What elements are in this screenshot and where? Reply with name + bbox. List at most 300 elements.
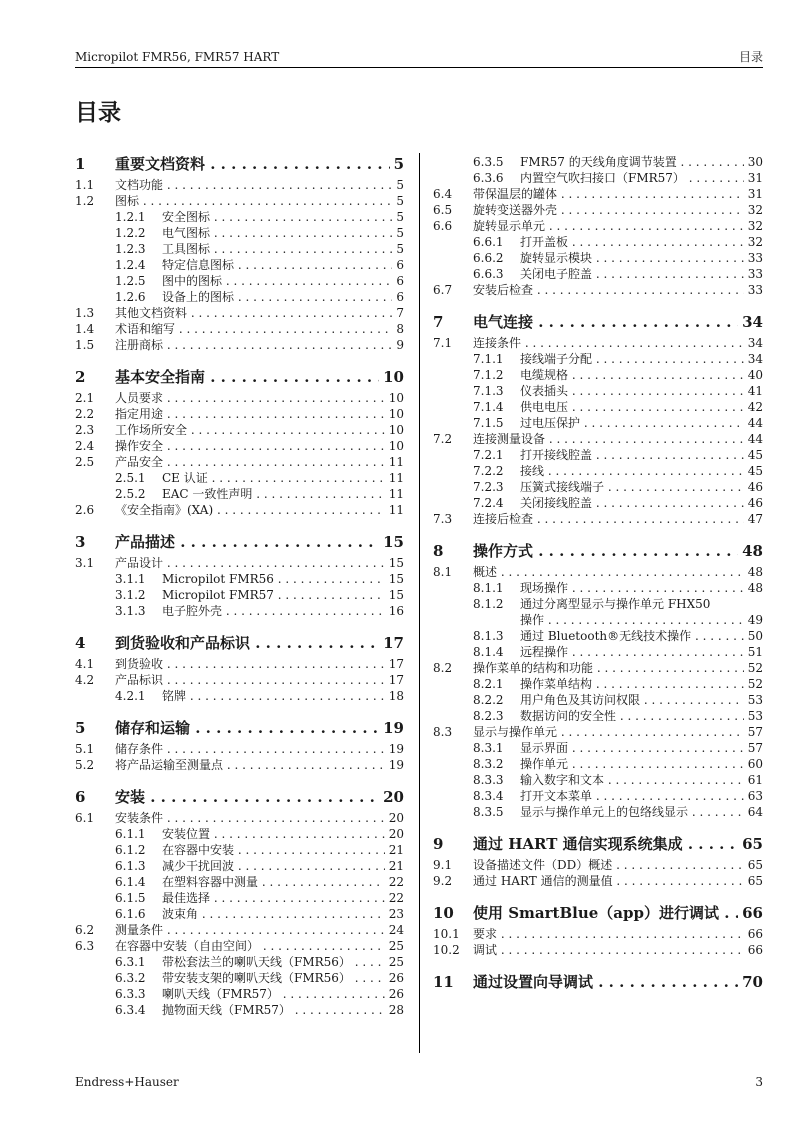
toc-entry-page: 47: [747, 512, 763, 526]
toc-entry-title: 注册商标 . . .: [115, 337, 392, 353]
toc-entry-page: 46: [747, 480, 763, 494]
toc-entry-number: 3.1.2: [115, 588, 146, 602]
toc-entry-number: 6.3.1: [115, 955, 146, 969]
toc-entry-title: 供电电压 . . .: [520, 399, 744, 415]
toc-entry-page: 21: [388, 843, 404, 857]
toc-entry-page: 41: [747, 384, 763, 398]
toc-entry-page: 15: [388, 588, 404, 602]
toc-entry-page: 33: [747, 251, 763, 265]
toc-entry-number: 2.4: [75, 439, 95, 453]
toc-entry[interactable]: [433, 399, 763, 415]
toc-entry[interactable]: [75, 337, 404, 353]
toc-entry[interactable]: [75, 1002, 404, 1018]
toc-entry[interactable]: [75, 177, 404, 193]
toc-entry-page: 15: [383, 533, 404, 551]
toc-entry-page: 9: [396, 338, 404, 352]
toc-entry-title: 到货验收和产品标识 . . .: [115, 633, 379, 653]
toc-entry-number: 3.1.1: [115, 572, 146, 586]
toc-entry-page: 57: [747, 725, 763, 739]
toc-entry[interactable]: [433, 415, 763, 431]
toc-entry-title: 操作安全 . . .: [115, 438, 385, 454]
toc-entry[interactable]: [433, 463, 763, 479]
toc-entry-title: 图中的图标 . . .: [162, 273, 392, 289]
toc-entry-number: 6.6: [433, 219, 453, 233]
toc-entry-title: 波束角 . . .: [162, 906, 385, 922]
toc-entry-title: 输入数字和文本 . . .: [520, 772, 744, 788]
toc-entry[interactable]: [433, 772, 763, 788]
toc-entry-page: 66: [747, 943, 763, 957]
toc-chapter-entry[interactable]: [75, 718, 404, 738]
toc-entry[interactable]: [433, 154, 763, 170]
toc-entry-number: 6.5: [433, 203, 453, 217]
toc-entry[interactable]: [433, 644, 763, 660]
toc-entry-number: 6.2: [75, 923, 95, 937]
toc-entry-page: 6: [396, 290, 404, 304]
toc-entry-title: 储存条件 . . .: [115, 741, 385, 757]
toc-entry-number: 7.2.2: [473, 464, 504, 478]
toc-entry-page: 44: [747, 432, 763, 446]
toc-entry-title: 操作菜单结构 . . .: [520, 676, 744, 692]
toc-entry-page: 31: [747, 187, 763, 201]
toc-entry-number: 8.1.1: [473, 581, 504, 595]
toc-entry[interactable]: [75, 241, 404, 257]
toc-entry-number: 8.1: [433, 565, 453, 579]
toc-entry-number: 6.1.6: [115, 907, 146, 921]
toc-entry-title: 电子腔外壳 . . .: [162, 603, 385, 619]
toc-entry-page: 46: [747, 496, 763, 510]
toc-entry-title: 打开文本菜单 . . .: [520, 788, 744, 804]
toc-entry-page: 10: [383, 368, 404, 386]
toc-entry-number: 6.3.2: [115, 971, 146, 985]
toc-entry-number: 7.1.5: [473, 416, 504, 430]
toc-entry-page: 22: [388, 875, 404, 889]
toc-entry-title: 显示与操作单元上的包络线显示 . . .: [520, 804, 744, 820]
toc-entry[interactable]: [75, 289, 404, 305]
toc-entry-number: 5.1: [75, 742, 95, 756]
toc-entry-page: 23: [388, 907, 404, 921]
toc-entry-page: 24: [388, 923, 404, 937]
toc-entry[interactable]: [75, 486, 404, 502]
toc-entry-title: 通过设置向导调试 . . .: [473, 972, 738, 992]
toc-entry-title: 调试 . . .: [473, 942, 744, 958]
toc-entry[interactable]: [75, 757, 404, 773]
toc-entry[interactable]: [75, 305, 404, 321]
toc-entry-page: 48: [747, 565, 763, 579]
toc-chapter-entry[interactable]: [433, 972, 763, 992]
toc-entry[interactable]: [433, 564, 763, 580]
toc-entry-page: 45: [747, 464, 763, 478]
toc-entry[interactable]: [433, 676, 763, 692]
toc-entry-title: 接线端子分配 . . .: [520, 351, 744, 367]
toc-entry-page: 48: [747, 581, 763, 595]
toc-entry[interactable]: [75, 890, 404, 906]
toc-entry-page: 63: [747, 789, 763, 803]
toc-entry-title: 远程操作 . . .: [520, 644, 744, 660]
toc-entry-number: 8.3.3: [473, 773, 504, 787]
toc-entry-page: 6: [396, 274, 404, 288]
toc-entry-page: 61: [747, 773, 763, 787]
toc-entry-number: 8.1.4: [473, 645, 504, 659]
toc-entry-number: 1.2.6: [115, 290, 146, 304]
toc-entry-page: 7: [396, 306, 404, 320]
toc-entry-number: 8.3.5: [473, 805, 504, 819]
toc-entry-page: 42: [747, 400, 763, 414]
toc-entry[interactable]: [433, 660, 763, 676]
toc-chapter-entry[interactable]: [433, 903, 763, 923]
toc-entry[interactable]: [75, 672, 404, 688]
toc-entry[interactable]: [75, 906, 404, 922]
toc-entry-title: 重要文档资料 . . .: [115, 154, 390, 174]
toc-entry-number: 8.1.2: [473, 597, 504, 611]
toc-entry-page: 17: [383, 634, 404, 652]
toc-entry-number: 6.3.4: [115, 1003, 146, 1017]
toc-entry[interactable]: [433, 926, 763, 942]
toc-entry[interactable]: [433, 628, 763, 644]
toc-entry-title: 连接条件 . . .: [473, 335, 744, 351]
toc-entry-number: 6.1: [75, 811, 95, 825]
toc-entry-title: 电气图标 . . .: [162, 225, 392, 241]
toc-entry[interactable]: [433, 580, 763, 596]
toc-entry[interactable]: [75, 842, 404, 858]
toc-entry[interactable]: [433, 724, 763, 740]
toc-entry-page: 10: [388, 407, 404, 421]
toc-entry-title: 打开接线腔盖 . . .: [520, 447, 744, 463]
toc-entry-page: 18: [388, 689, 404, 703]
toc-entry[interactable]: [75, 874, 404, 890]
toc-entry-number: 6.3: [75, 939, 95, 953]
toc-entry-number: 8.2.1: [473, 677, 504, 691]
toc-entry[interactable]: [75, 470, 404, 486]
toc-entry-number: 5.2: [75, 758, 95, 772]
column-divider: [419, 153, 420, 1053]
toc-entry-page: 20: [388, 811, 404, 825]
toc-entry-title: EAC 一致性声明 . . .: [162, 486, 385, 502]
toc-entry-title: 带保温层的罐体 . . .: [473, 186, 744, 202]
toc-entry[interactable]: [433, 708, 763, 724]
toc-entry-number: 5: [75, 719, 86, 737]
toc-entry[interactable]: [75, 603, 404, 619]
toc-entry-number: 1.3: [75, 306, 95, 320]
toc-entry-title: 连接测量设备 . . .: [473, 431, 744, 447]
toc-entry[interactable]: [75, 986, 404, 1002]
toc-entry-number: 8.3.1: [473, 741, 504, 755]
toc-entry-number: 8.1.3: [473, 629, 504, 643]
toc-entry-number: 7.2.1: [473, 448, 504, 462]
toc-entry-page: 45: [747, 448, 763, 462]
toc-entry-page: 17: [388, 673, 404, 687]
toc-entry-page: 32: [747, 203, 763, 217]
toc-entry-number: 2: [75, 368, 86, 386]
toc-entry-number: 2.2: [75, 407, 95, 421]
toc-entry-number: 6.7: [433, 283, 453, 297]
toc-entry[interactable]: [75, 193, 404, 209]
toc-entry[interactable]: [75, 688, 404, 704]
toc-entry[interactable]: [75, 810, 404, 826]
toc-entry-number: 7.1.4: [473, 400, 504, 414]
toc-entry-title: 到货验收 . . .: [115, 656, 385, 672]
toc-entry-number: 10.2: [433, 943, 460, 957]
toc-entry[interactable]: [433, 218, 763, 234]
toc-entry-title: 抛物面天线（FMR57） . . .: [162, 1002, 385, 1018]
toc-entry[interactable]: [75, 970, 404, 986]
toc-entry[interactable]: [433, 186, 763, 202]
toc-entry[interactable]: [433, 367, 763, 383]
toc-entry-page: 11: [388, 487, 404, 501]
toc-entry-number: 4.2: [75, 673, 95, 687]
toc-entry-title: 接线 . . .: [520, 463, 744, 479]
toc-entry-number: 1.4: [75, 322, 95, 336]
toc-entry-title: 操作菜单的结构和功能 . . .: [473, 660, 744, 676]
toc-entry-page: 66: [742, 904, 763, 922]
toc-entry-page: 65: [742, 835, 763, 853]
toc-entry-title: 产品标识 . . .: [115, 672, 385, 688]
toc-entry-page: 5: [396, 210, 404, 224]
toc-chapter-entry[interactable]: [433, 312, 763, 332]
toc-entry[interactable]: [433, 942, 763, 958]
toc-entry-title: 电气连接 . . .: [473, 312, 738, 332]
toc-entry-title: 储存和运输 . . .: [115, 718, 379, 738]
toc-entry-number: 1.2.3: [115, 242, 146, 256]
toc-entry-page: 34: [747, 352, 763, 366]
toc-entry-page: 33: [747, 283, 763, 297]
toc-entry-page: 66: [747, 927, 763, 941]
toc-entry-page: 20: [383, 788, 404, 806]
footer-page-number: 3: [755, 1075, 763, 1089]
toc-entry-page: 5: [396, 226, 404, 240]
toc-entry-page: 52: [747, 661, 763, 675]
toc-entry-page: 40: [747, 368, 763, 382]
toc-entry-title: 显示与操作单元 . . .: [473, 724, 744, 740]
toc-entry-title: 减少干扰回波 . . .: [162, 858, 385, 874]
toc-entry-number: 1.2.5: [115, 274, 146, 288]
toc-entry[interactable]: [433, 857, 763, 873]
toc-chapter-entry[interactable]: [75, 787, 404, 807]
toc-entry-title: 将产品运输至测量点 . . .: [115, 757, 385, 773]
toc-left-column: [75, 154, 404, 1018]
toc-entry[interactable]: [75, 826, 404, 842]
toc-entry[interactable]: [433, 740, 763, 756]
toc-entry[interactable]: [433, 447, 763, 463]
toc-entry-number: 7.2.3: [473, 480, 504, 494]
toc-entry-title: 操作方式 . . .: [473, 541, 738, 561]
toc-entry[interactable]: [433, 335, 763, 351]
toc-entry-page: 5: [396, 178, 404, 192]
toc-entry-title: 数据访问的安全性 . . .: [520, 708, 744, 724]
toc-chapter-entry[interactable]: [75, 154, 404, 174]
toc-entry-title: 术语和缩写 . . .: [115, 321, 392, 337]
toc-entry[interactable]: [75, 406, 404, 422]
toc-entry[interactable]: [433, 596, 763, 612]
toc-entry-page: 34: [742, 313, 763, 331]
toc-entry[interactable]: [433, 788, 763, 804]
toc-entry-number: 6.1.4: [115, 875, 146, 889]
toc-entry-page: 57: [747, 741, 763, 755]
toc-entry-page: 5: [393, 155, 404, 173]
toc-entry-page: 48: [742, 542, 763, 560]
toc-entry-title: 旋转变送器外壳 . . .: [473, 202, 744, 218]
toc-entry[interactable]: [75, 938, 404, 954]
toc-entry[interactable]: [433, 266, 763, 282]
toc-entry-number: 10: [433, 904, 454, 922]
toc-entry[interactable]: [75, 656, 404, 672]
toc-entry-title: 内置空气吹扫接口（FMR57） . . .: [520, 170, 744, 186]
toc-entry-page: 30: [747, 155, 763, 169]
toc-entry-title: 测量条件 . . .: [115, 922, 385, 938]
toc-entry-title: 带松套法兰的喇叭天线（FMR56） . . .: [162, 954, 385, 970]
toc-chapter-entry[interactable]: [433, 834, 763, 854]
toc-entry-page: 32: [747, 219, 763, 233]
toc-entry-title: 安装 . . .: [115, 787, 379, 807]
toc-entry-title: 用户角色及其访问权限 . . .: [520, 692, 744, 708]
toc-entry-number: 10.1: [433, 927, 460, 941]
toc-chapter-entry[interactable]: [75, 633, 404, 653]
toc-entry-number: 1.2.1: [115, 210, 146, 224]
toc-right-column: [433, 154, 763, 995]
toc-entry-page: 49: [747, 613, 763, 627]
toc-entry[interactable]: [75, 225, 404, 241]
toc-entry-title: 安全图标 . . .: [162, 209, 392, 225]
toc-entry-title: 在容器中安装（自由空间） . . .: [115, 938, 385, 954]
toc-entry-number: 7.1.1: [473, 352, 504, 366]
toc-entry-number: 6.3.6: [473, 171, 504, 185]
toc-entry-number: 7.1.2: [473, 368, 504, 382]
toc-entry[interactable]: [433, 431, 763, 447]
toc-entry-title: 旋转显示模块 . . .: [520, 250, 744, 266]
toc-entry-page: 19: [388, 758, 404, 772]
toc-entry-title: 最佳选择 . . .: [162, 890, 385, 906]
footer-brand: Endress+Hauser: [75, 1075, 179, 1089]
toc-entry-page: 65: [747, 874, 763, 888]
toc-entry-title: 使用 SmartBlue（app）进行调试 . . .: [473, 903, 738, 923]
toc-entry[interactable]: [75, 954, 404, 970]
toc-entry-title: 人员要求 . . .: [115, 390, 385, 406]
toc-entry-number: 9: [433, 835, 444, 853]
toc-entry-title: 设备上的图标 . . .: [162, 289, 392, 305]
toc-entry-page: 6: [396, 258, 404, 272]
toc-entry-page: 10: [388, 391, 404, 405]
header-document-title: Micropilot FMR56, FMR57 HART: [75, 50, 280, 64]
toc-entry-number: 2.3: [75, 423, 95, 437]
toc-entry-page: 44: [747, 416, 763, 430]
toc-entry-number: 2.5: [75, 455, 95, 469]
toc-entry[interactable]: [433, 804, 763, 820]
toc-entry[interactable]: [433, 282, 763, 298]
toc-entry-page: 11: [388, 471, 404, 485]
toc-entry-title: 旋转显示单元 . . .: [473, 218, 744, 234]
toc-chapter-entry[interactable]: [75, 367, 404, 387]
toc-entry-title: 文档功能 . . .: [115, 177, 392, 193]
toc-entry[interactable]: [433, 479, 763, 495]
toc-entry-title: 铭牌 . . .: [162, 688, 385, 704]
toc-entry-number: 8.2.3: [473, 709, 504, 723]
toc-entry[interactable]: [433, 756, 763, 772]
toc-entry-number: 6.6.3: [473, 267, 504, 281]
toc-entry-title: 打开盖板 . . .: [520, 234, 744, 250]
toc-entry-number: 8.2: [433, 661, 453, 675]
toc-entry-page: 51: [747, 645, 763, 659]
toc-entry[interactable]: [75, 587, 404, 603]
toc-entry-title: 通过 Bluetooth®无线技术操作 . . .: [520, 628, 744, 644]
toc-entry[interactable]: [433, 495, 763, 511]
toc-entry[interactable]: [75, 741, 404, 757]
toc-entry-title: 设备描述文件（DD）概述 . . .: [473, 857, 744, 873]
toc-entry-title: 概述 . . .: [473, 564, 744, 580]
toc-entry-number: 3.1: [75, 556, 95, 570]
toc-entry-number: 3: [75, 533, 86, 551]
toc-entry-number: 6: [75, 788, 86, 806]
toc-entry-number: 8.3.4: [473, 789, 504, 803]
toc-entry-page: 19: [383, 719, 404, 737]
toc-entry-number: 9.2: [433, 874, 453, 888]
toc-entry-title: FMR57 的天线角度调节装置 . . .: [520, 154, 744, 170]
toc-entry[interactable]: [75, 257, 404, 273]
toc-entry[interactable]: [433, 873, 763, 889]
toc-entry[interactable]: [75, 390, 404, 406]
toc-entry[interactable]: [75, 273, 404, 289]
toc-entry-title: 关闭接线腔盖 . . .: [520, 495, 744, 511]
toc-entry-title: CE 认证 . . .: [162, 470, 385, 486]
toc-entry-page: 11: [388, 455, 404, 469]
toc-entry-number: 8: [433, 542, 444, 560]
toc-entry[interactable]: [433, 202, 763, 218]
toc-entry[interactable]: [75, 571, 404, 587]
toc-entry[interactable]: [75, 209, 404, 225]
toc-entry[interactable]: [75, 422, 404, 438]
toc-entry[interactable]: [75, 555, 404, 571]
toc-entry-title: 安装条件 . . .: [115, 810, 385, 826]
toc-entry-title: 产品安全 . . .: [115, 454, 385, 470]
toc-entry-number: 8.2.2: [473, 693, 504, 707]
toc-entry[interactable]: [75, 321, 404, 337]
toc-entry-page: 15: [388, 572, 404, 586]
toc-entry-number: 6.1.1: [115, 827, 146, 841]
toc-entry-page: 8: [396, 322, 404, 336]
toc-entry-title: Micropilot FMR56 . . .: [162, 571, 385, 587]
toc-entry[interactable]: [433, 383, 763, 399]
toc-entry-page: 65: [747, 858, 763, 872]
toc-entry[interactable]: [433, 250, 763, 266]
toc-entry[interactable]: [75, 438, 404, 454]
toc-entry-number: 7: [433, 313, 444, 331]
toc-chapter-entry[interactable]: [433, 541, 763, 561]
toc-entry-number: 1.2.4: [115, 258, 146, 272]
toc-entry-page: 25: [388, 955, 404, 969]
toc-entry[interactable]: [75, 454, 404, 470]
toc-entry-number: 4: [75, 634, 86, 652]
toc-entry[interactable]: [75, 502, 404, 518]
toc-entry[interactable]: [75, 922, 404, 938]
toc-entry-title: 工具图标 . . .: [162, 241, 392, 257]
toc-entry[interactable]: [433, 612, 763, 628]
toc-entry-number: 7.3: [433, 512, 453, 526]
toc-entry[interactable]: [433, 511, 763, 527]
toc-chapter-entry[interactable]: [75, 532, 404, 552]
toc-entry-title: 在塑料容器中测量 . . .: [162, 874, 385, 890]
toc-entry-title: 通过分离型显示与操作单元 FHX50: [520, 597, 711, 611]
toc-entry-page: 52: [747, 677, 763, 691]
toc-entry[interactable]: [433, 692, 763, 708]
toc-entry-page: 5: [396, 194, 404, 208]
toc-entry[interactable]: [433, 234, 763, 250]
toc-entry-number: 6.4: [433, 187, 453, 201]
toc-entry-title: 喇叭天线（FMR57） . . .: [162, 986, 385, 1002]
toc-entry-title: 产品设计 . . .: [115, 555, 385, 571]
toc-entry-title: 连接后检查 . . .: [473, 511, 744, 527]
toc-entry[interactable]: [433, 170, 763, 186]
toc-entry[interactable]: [433, 351, 763, 367]
toc-entry-number: 8.3.2: [473, 757, 504, 771]
toc-entry[interactable]: [75, 858, 404, 874]
